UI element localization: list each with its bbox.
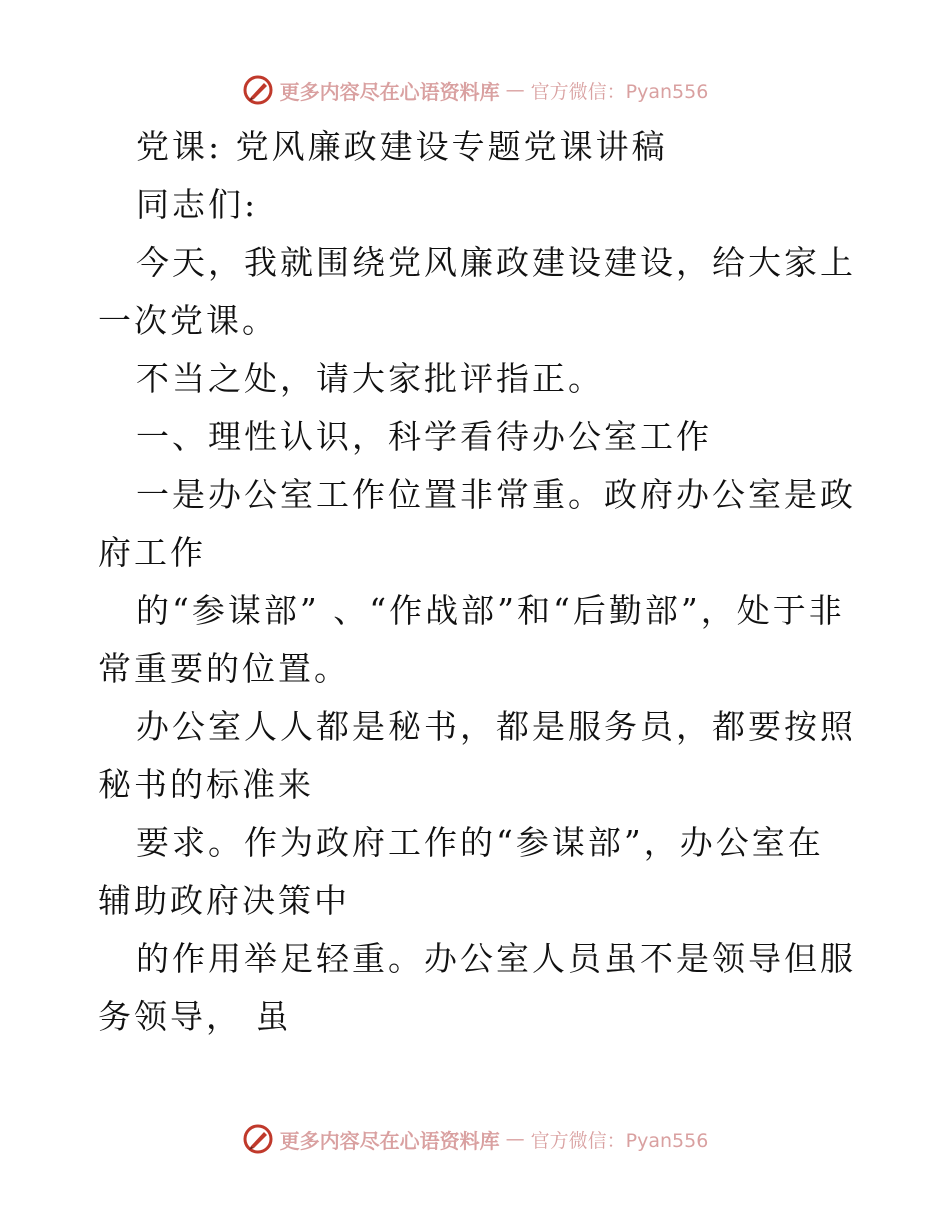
footer-watermark xyxy=(0,1119,950,1159)
pen-logo-icon xyxy=(242,1123,274,1155)
paragraph: 要求。作为政府工作的“参谋部”，办公室在辅助政府决策中 xyxy=(98,823,824,920)
salutation: 同志们: xyxy=(136,185,259,224)
watermark-contact: 官方微信：Pyan556 xyxy=(530,1129,709,1152)
section-heading: 一、理性认识，科学看待办公室工作 xyxy=(136,417,712,456)
watermark-brand: 更多内容尽在心语资料库 xyxy=(279,1128,500,1153)
paragraph: 一是办公室工作位置非常重。政府办公室是政府工作 xyxy=(98,475,856,572)
paragraph: 办公室人人都是秘书，都是服务员，都要按照秘书的标准来 xyxy=(98,707,856,804)
document-title: 党课: 党风廉政建设专题党课讲稿 xyxy=(136,127,668,166)
paragraph: 的“参谋部” 、“作战部”和“后勤部”，处于非常重要的位置。 xyxy=(98,591,845,688)
watermark-inner xyxy=(242,1123,709,1155)
document-body xyxy=(98,118,858,1046)
watermark-separator: — xyxy=(505,79,525,101)
paragraph: 不当之处，请大家批评指正。 xyxy=(136,359,604,398)
pen-logo-icon xyxy=(242,74,274,106)
paragraph: 的作用举足轻重。办公室人员虽不是领导但服务领导， 虽 xyxy=(98,939,856,1036)
watermark-contact: 官方微信：Pyan556 xyxy=(530,80,709,103)
watermark-brand: 更多内容尽在心语资料库 xyxy=(279,79,500,104)
watermark-inner xyxy=(242,74,709,106)
watermark-separator: — xyxy=(505,1128,525,1150)
header-watermark xyxy=(0,70,950,110)
paragraph: 今天，我就围绕党风廉政建设建设，给大家上一次党课。 xyxy=(98,243,856,340)
